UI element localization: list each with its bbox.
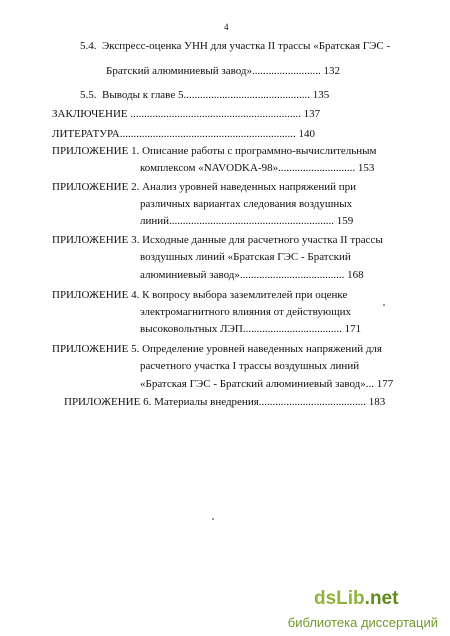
toc-line-appendix-5-cont2: «Братская ГЭС - Братский алюминиевый завод»... 177: [140, 378, 394, 390]
toc-line-appendix-1-cont: комплексом «NAVODKA-98»............................ 153: [140, 162, 375, 174]
toc-line-appendix-6: ПРИЛОЖЕНИЕ 6. Материалы внедрения....................................... 183: [64, 396, 386, 408]
scan-speck: [212, 518, 214, 520]
toc-line-literature: ЛИТЕРАТУРА................................................................ 140: [52, 128, 315, 140]
toc-line-appendix-3: ПРИЛОЖЕНИЕ 3. Исходные данные для расчетного участка II трассы: [52, 234, 383, 246]
toc-line-appendix-4-cont: электромагнитного влияния от действующих: [140, 306, 351, 318]
toc-line-appendix-5: ПРИЛОЖЕНИЕ 5. Определение уровней наведенных напряжений для: [52, 343, 382, 355]
toc-line-5-4: 5.4. Экспресс-оценка УНН для участка II трассы «Братская ГЭС -: [80, 40, 391, 52]
toc-line-5-4-cont: Братский алюминиевый завод»......................... 132: [106, 65, 340, 77]
watermark: [287, 588, 440, 632]
toc-line-appendix-4-cont2: высоковольтных ЛЭП.................................... 171: [140, 323, 362, 335]
watermark-subtitle: библиотека диссертаций: [287, 615, 438, 630]
scan-speck: [383, 304, 385, 306]
toc-line-appendix-2-cont: различных вариантах следования воздушных: [140, 198, 353, 210]
toc-line-appendix-5-cont: расчетного участка I трассы воздушных линий: [140, 360, 360, 372]
toc-line-appendix-2: ПРИЛОЖЕНИЕ 2. Анализ уровней наведенных напряжений при: [52, 181, 357, 193]
toc-line-appendix-3-cont2: алюминиевый завод»...................................... 168: [140, 269, 364, 281]
toc-line-appendix-3-cont: воздушных линий «Братская ГЭС - Братский: [140, 251, 351, 263]
toc-line-appendix-1: ПРИЛОЖЕНИЕ 1. Описание работы с программно-вычислительным: [52, 145, 377, 157]
page-number: 4: [224, 22, 229, 32]
toc-line-conclusion: ЗАКЛЮЧЕНИЕ .............................................................. 137: [52, 108, 321, 120]
toc-line-appendix-2-cont2: линий............................................................ 159: [140, 215, 354, 227]
toc-line-appendix-4: ПРИЛОЖЕНИЕ 4. К вопросу выбора заземлителей при оценке: [52, 289, 348, 301]
watermark-logo: dsLib.net: [314, 588, 399, 609]
toc-line-5-5: 5.5. Выводы к главе 5.............................................. 135: [80, 89, 330, 101]
